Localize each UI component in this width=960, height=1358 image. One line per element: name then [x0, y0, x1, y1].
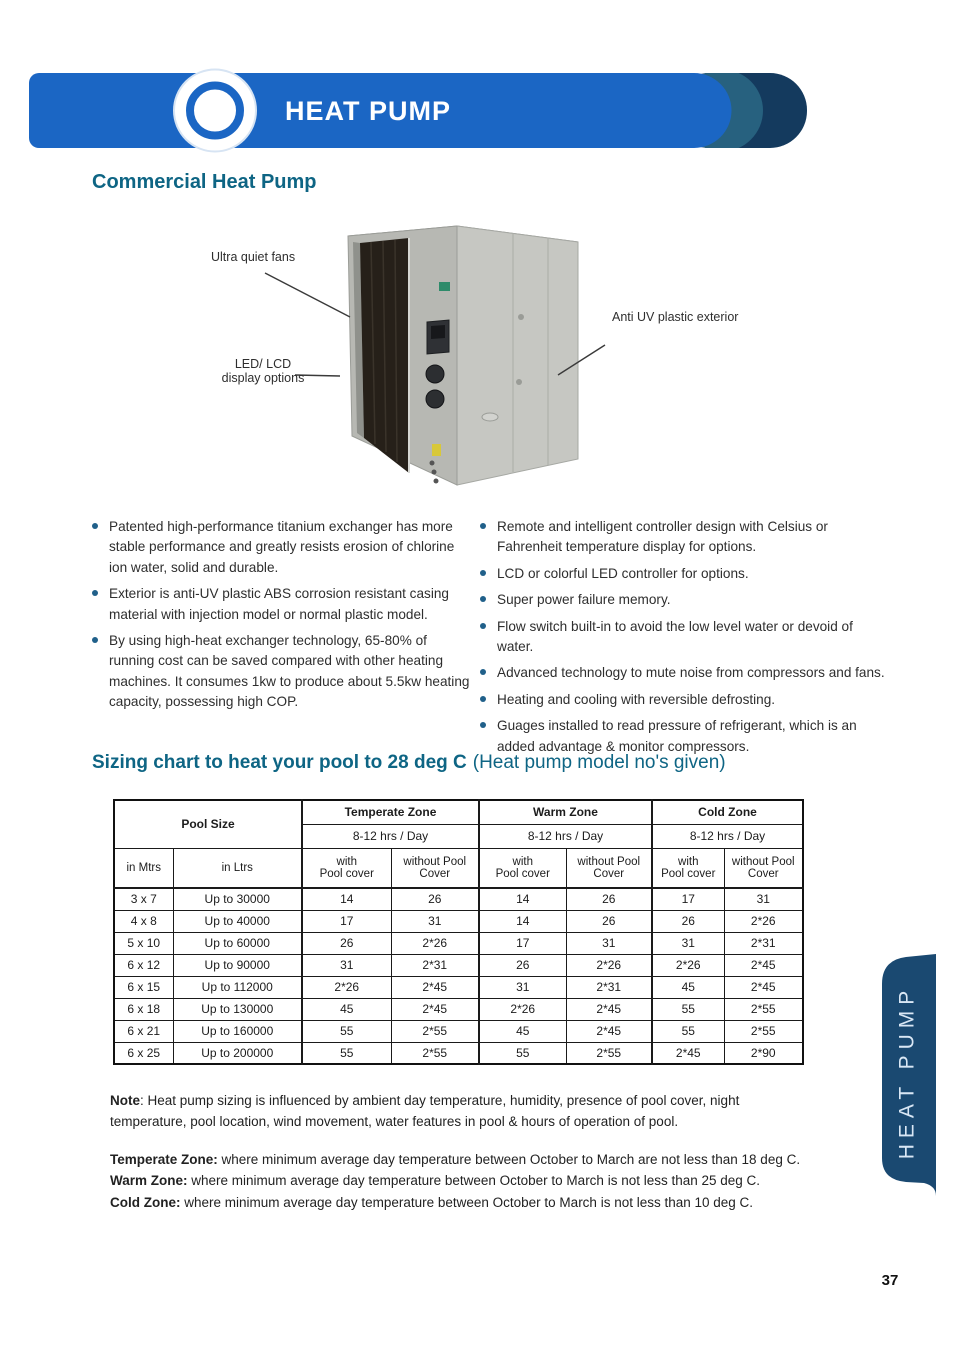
sizing-title-main: Sizing chart to heat your pool to 28 deg C — [92, 752, 467, 773]
cell: 2*55 — [391, 1042, 479, 1064]
feature-text: Heating and cooling with reversible defrosting. — [497, 691, 776, 707]
zone-definition-cold — [110, 1192, 822, 1213]
hours-cell: 8-12 hrs / Day — [479, 824, 652, 848]
cell: 2*26 — [479, 998, 566, 1020]
hours-cell: 8-12 hrs / Day — [302, 824, 479, 848]
cell: 2*45 — [391, 998, 479, 1020]
header-line: Cover — [419, 867, 451, 880]
cell: Up to 200000 — [173, 1042, 302, 1064]
list-item — [92, 517, 474, 578]
cell: 2*45 — [724, 976, 803, 998]
list-item — [92, 631, 474, 713]
zone-text: where minimum average day temperature between October to March is not less than 10 deg C. — [180, 1194, 754, 1210]
cell: 6 x 12 — [114, 954, 173, 976]
col-header-with-cover — [479, 848, 566, 888]
header-line: without Pool — [403, 855, 467, 868]
feature-text: Advanced technology to mute noise from compressors and fans. — [497, 665, 885, 681]
cell: 26 — [302, 932, 391, 954]
cell: 2*90 — [724, 1042, 803, 1064]
cell: 17 — [652, 888, 724, 910]
cell: 31 — [479, 976, 566, 998]
zone-label: Temperate Zone: — [110, 1152, 218, 1167]
cell: Up to 160000 — [173, 1020, 302, 1042]
header-line: without Pool — [577, 855, 641, 868]
cell: 2*26 — [566, 954, 652, 976]
cell: 2*45 — [391, 976, 479, 998]
cell: Up to 60000 — [173, 932, 302, 954]
sizing-table — [113, 799, 804, 1065]
logo-icon — [174, 70, 256, 152]
cell: Up to 130000 — [173, 998, 302, 1020]
header-banner — [22, 66, 812, 158]
bullet-icon — [92, 523, 98, 529]
note-body: : Heat pump sizing is influenced by ambient day temperature, humidity, presence of pool cover, night temperature, pool location, wind movement, water features in pool & hours of operation of pool. — [110, 1093, 740, 1129]
cell: 26 — [566, 910, 652, 932]
bullet-icon — [480, 696, 486, 702]
list-item — [480, 564, 892, 584]
cell: 26 — [652, 910, 724, 932]
zone-definition-temperate — [110, 1149, 822, 1170]
cell: Up to 112000 — [173, 976, 302, 998]
cell: 2*45 — [566, 1020, 652, 1042]
list-item — [480, 663, 892, 683]
cell: 6 x 15 — [114, 976, 173, 998]
feature-text: LCD or colorful LED controller for options. — [497, 565, 749, 581]
zone-text: where minimum average day temperature between October to March is not less than 25 deg C. — [187, 1173, 761, 1189]
col-header-cold-zone: Cold Zone — [652, 800, 803, 824]
features-list-right — [480, 517, 892, 763]
cell: 4 x 8 — [114, 910, 173, 932]
list-item — [480, 617, 892, 658]
cell: Up to 90000 — [173, 954, 302, 976]
table-row — [114, 932, 803, 954]
list-item — [92, 584, 474, 625]
header-line: with — [512, 855, 533, 868]
cell: 45 — [302, 998, 391, 1020]
bullet-icon — [480, 596, 486, 602]
cell: 2*26 — [652, 954, 724, 976]
col-header-ltrs: in Ltrs — [173, 848, 302, 888]
feature-text: Guages installed to read pressure of refrigerant, which is an added advantage & monitor compressors. — [497, 718, 857, 754]
list-item — [480, 690, 892, 710]
cell: 2*45 — [652, 1042, 724, 1064]
page-title: Commercial Heat Pump — [92, 171, 317, 193]
callout-ultra-quiet-fans: Ultra quiet fans — [211, 250, 296, 264]
list-item — [480, 716, 892, 757]
cell: 45 — [479, 1020, 566, 1042]
cell: 2*55 — [724, 998, 803, 1020]
sizing-title-sub: (Heat pump model no's given) — [472, 752, 726, 773]
zone-label: Warm Zone: — [110, 1173, 188, 1189]
feature-text: Patented high-performance titanium exchanger has more stable performance and greatly resists erosion of chlorine ion water, solid and durable. — [109, 519, 455, 575]
side-tab-label: HEAT PUMP — [895, 984, 919, 1160]
header-line: without Pool — [731, 855, 795, 868]
cell: 26 — [479, 954, 566, 976]
table-row — [114, 910, 803, 932]
table-row — [114, 976, 803, 998]
side-tab — [876, 952, 938, 1192]
header-line: Pool cover — [661, 867, 716, 880]
cell: Up to 30000 — [173, 888, 302, 910]
table-row — [114, 954, 803, 976]
list-item — [480, 590, 892, 610]
feature-text: Flow switch built-in to avoid the low level water or devoid of water. — [497, 618, 853, 654]
cell: 2*31 — [566, 976, 652, 998]
cell: 2*55 — [724, 1020, 803, 1042]
cell: 2*55 — [566, 1042, 652, 1064]
cell: 55 — [479, 1042, 566, 1064]
bullet-icon — [480, 570, 486, 576]
feature-text: Super power failure memory. — [497, 592, 671, 608]
col-header-pool-size: Pool Size — [114, 800, 302, 848]
table-row — [114, 1020, 803, 1042]
bullet-icon — [92, 637, 98, 643]
features-list-left — [92, 517, 474, 719]
cell: 55 — [302, 1042, 391, 1064]
table-row — [114, 998, 803, 1020]
feature-text: By using high-heat exchanger technology, 65-80% of running cost can be saved compared with other heating machines. It consumes 1kw to produce about 5.5kw heating capacity, possessing high COP. — [109, 632, 470, 710]
cell: 2*31 — [391, 954, 479, 976]
cell: 26 — [391, 888, 479, 910]
cell: 31 — [566, 932, 652, 954]
cell: 31 — [302, 954, 391, 976]
bullet-icon — [92, 590, 98, 596]
header-line: with — [336, 855, 357, 868]
callout-anti-uv-exterior: Anti UV plastic exterior — [612, 310, 739, 324]
banner-title: HEAT PUMP — [285, 96, 452, 126]
feature-text: Remote and intelligent controller design with Celsius or Fahrenheit temperature display for options. — [497, 519, 828, 555]
note-label: Note — [110, 1093, 140, 1108]
cell: 2*45 — [566, 998, 652, 1020]
cell: 6 x 21 — [114, 1020, 173, 1042]
bullet-icon — [480, 669, 486, 675]
col-header-with-cover — [652, 848, 724, 888]
cell: 14 — [479, 888, 566, 910]
col-header-without-cover — [724, 848, 803, 888]
cell: 2*26 — [391, 932, 479, 954]
table-row — [114, 1042, 803, 1064]
cell: 14 — [302, 888, 391, 910]
feature-text: Exterior is anti-UV plastic ABS corrosion resistant casing material with injection model or normal plastic model. — [109, 586, 449, 622]
col-header-with-cover — [302, 848, 391, 888]
cell: 2*31 — [724, 932, 803, 954]
cell: 3 x 7 — [114, 888, 173, 910]
note-paragraph — [110, 1091, 815, 1132]
cell: 55 — [302, 1020, 391, 1042]
cell: 2*26 — [302, 976, 391, 998]
table-row — [114, 888, 803, 910]
cell: 6 x 25 — [114, 1042, 173, 1064]
cell: 45 — [652, 976, 724, 998]
header-line: Pool cover — [319, 867, 374, 880]
cell: 55 — [652, 1020, 724, 1042]
page-number: 37 — [881, 1272, 899, 1289]
cell: 5 x 10 — [114, 932, 173, 954]
header-line: Pool cover — [495, 867, 550, 880]
cell: 31 — [724, 888, 803, 910]
bullet-icon — [480, 523, 486, 529]
cell: Up to 40000 — [173, 910, 302, 932]
bullet-icon — [480, 722, 486, 728]
cell: 31 — [652, 932, 724, 954]
hours-cell: 8-12 hrs / Day — [652, 824, 803, 848]
col-header-mtrs: in Mtrs — [114, 848, 173, 888]
cell: 2*55 — [391, 1020, 479, 1042]
cell: 55 — [652, 998, 724, 1020]
sizing-chart-title — [92, 752, 726, 774]
cell: 2*45 — [724, 954, 803, 976]
col-header-without-cover — [391, 848, 479, 888]
cell: 17 — [479, 932, 566, 954]
zone-text: where minimum average day temperature between October to March are not less than 18 deg C. — [217, 1152, 801, 1167]
col-header-temperate-zone: Temperate Zone — [302, 800, 479, 824]
bullet-icon — [480, 623, 486, 629]
header-line: Cover — [593, 867, 625, 880]
cell: 31 — [391, 910, 479, 932]
cell: 14 — [479, 910, 566, 932]
col-header-warm-zone: Warm Zone — [479, 800, 652, 824]
callout-led-lcd-display: LED/ LCD display options — [221, 357, 305, 385]
col-header-without-cover — [566, 848, 652, 888]
cell: 26 — [566, 888, 652, 910]
cell: 2*26 — [724, 910, 803, 932]
list-item — [480, 517, 892, 558]
header-line: Cover — [747, 867, 779, 880]
cell: 17 — [302, 910, 391, 932]
zone-definition-warm — [110, 1170, 822, 1191]
zone-label: Cold Zone: — [110, 1194, 181, 1210]
cell: 6 x 18 — [114, 998, 173, 1020]
zone-definitions — [110, 1149, 822, 1213]
header-line: with — [678, 855, 699, 868]
